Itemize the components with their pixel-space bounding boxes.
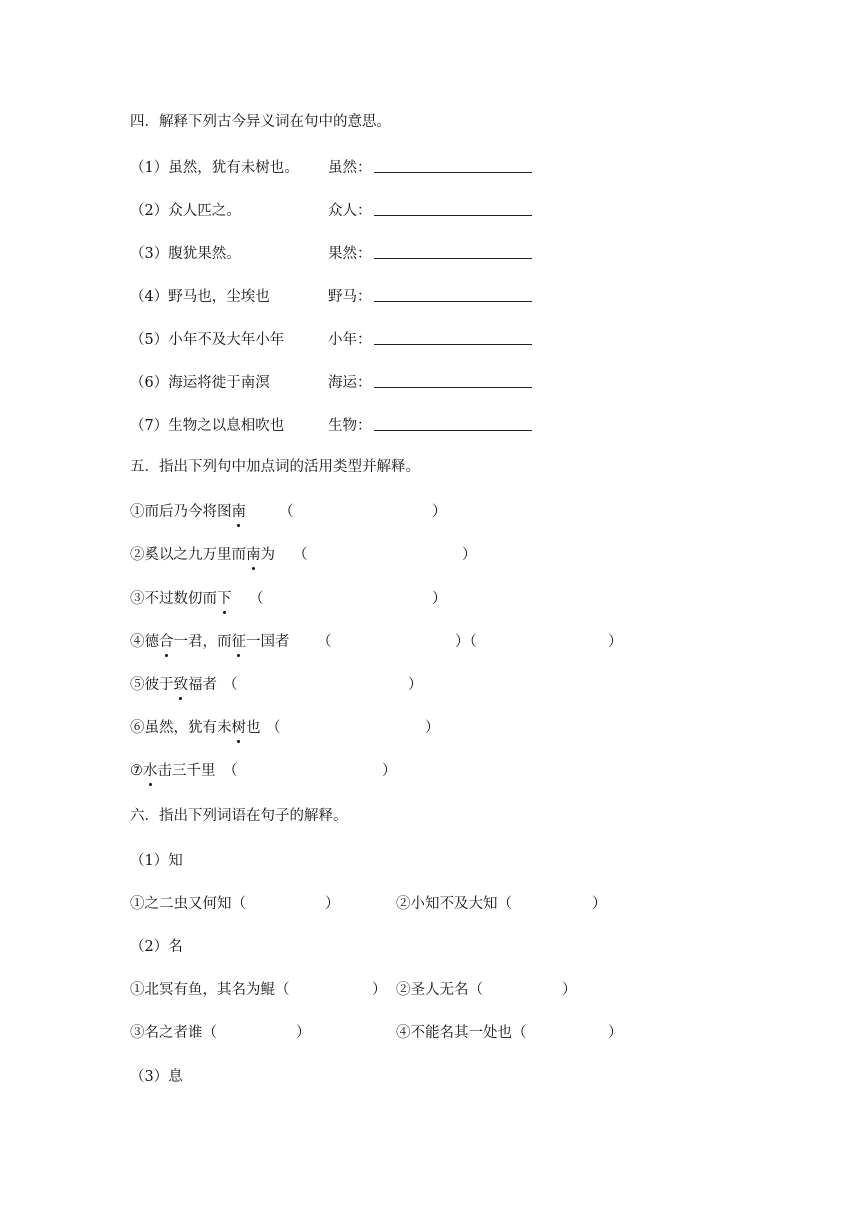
s5-item-4-open-paren: （ (317, 634, 332, 650)
s5-item-4-dotted-word-1: 合 (159, 630, 174, 651)
s4-answer-line-6[interactable] (374, 387, 532, 388)
s5-item-1-close-paren[interactable]: ） (432, 504, 447, 520)
s5-item-4-close-paren[interactable]: ） (608, 634, 623, 650)
s4-answer-line-5[interactable] (374, 344, 532, 345)
s6-group-2-item-1-close[interactable]: ） (372, 982, 387, 998)
s6-group-1-item-2: ②小知不及大知（ (396, 896, 512, 912)
s4-sentence-1: （1）虽然，犹有未树也。 (130, 160, 299, 176)
s4-term-5: 小年： (328, 332, 372, 348)
s5-item-3-close-paren[interactable]: ） (432, 591, 447, 607)
s6-group-1-item-1: ①之二虫又何知（ (130, 896, 246, 912)
s4-answer-line-4[interactable] (374, 301, 532, 302)
s5-item-5-post: 福者 (188, 677, 217, 693)
s5-item-2-open-paren: （ (293, 547, 308, 563)
s4-sentence-6: （6）海运将徙于南溟 (130, 375, 270, 391)
s5-item-7-dotted-word: 水 (143, 759, 158, 780)
s5-item-2-post: 为 (260, 547, 275, 563)
s4-term-3: 果然： (328, 246, 372, 262)
s4-sentence-4: （4）野马也，尘埃也 (130, 289, 270, 305)
s5-item-3 (130, 587, 232, 608)
s4-sentence-7: （7）生物之以息相吹也 (130, 418, 285, 434)
s5-item-5-close-paren[interactable]: ） (408, 677, 423, 693)
s5-item-4-middle-parens[interactable]: ）（ (455, 634, 477, 650)
s4-term-7: 生物： (328, 418, 372, 434)
s5-item-6-open-paren: （ (266, 720, 281, 736)
s5-item-4-mid: 一君，而 (173, 634, 232, 650)
s5-item-1-dotted-word: 南 (232, 500, 247, 521)
section5-title: 五．指出下列句中加点词的活用类型并解释。 (130, 459, 420, 475)
s5-item-6-close-paren[interactable]: ） (425, 720, 440, 736)
s4-answer-line-1[interactable] (374, 172, 532, 173)
s4-term-1: 虽然： (328, 160, 372, 176)
s5-item-6-dotted-word: 树 (232, 716, 247, 737)
s5-item-6-pre: ⑥虽然，犹有未 (130, 720, 232, 736)
s4-answer-line-3[interactable] (374, 258, 532, 259)
section6-title: 六．指出下列词语在句子的解释。 (130, 808, 348, 824)
s6-group-2-item-3: ③名之者谁（ (130, 1025, 217, 1041)
s5-item-2 (130, 543, 275, 564)
s5-item-1 (130, 500, 246, 521)
s5-item-6 (130, 716, 261, 737)
s5-item-2-close-paren[interactable]: ） (462, 547, 477, 563)
s5-item-5-open-paren: （ (223, 677, 238, 693)
s5-item-4-post: 一国者 (246, 634, 290, 650)
s6-group-3-label: （3）息 (130, 1069, 183, 1085)
s5-item-5-pre: ⑤彼于 (130, 677, 174, 693)
s6-group-2-item-2: ②圣人无名（ (396, 982, 483, 998)
s6-group-1-item-2-close[interactable]: ） (592, 896, 607, 912)
s6-group-1-item-1-close[interactable]: ） (325, 896, 340, 912)
s4-term-2: 众人： (328, 203, 372, 219)
s5-item-5 (130, 673, 217, 694)
s5-item-6-post: 也 (246, 720, 261, 736)
s4-answer-line-2[interactable] (374, 215, 532, 216)
section4-title: 四．解释下列古今异义词在句中的意思。 (130, 114, 391, 130)
s5-item-7-post: 击三千里 (157, 763, 216, 779)
s5-item-2-pre: ②奚以之九万里而 (130, 547, 246, 563)
s5-item-3-pre: ③不过数仞而 (130, 591, 217, 607)
s4-answer-line-7[interactable] (374, 430, 532, 431)
s5-item-5-dotted-word: 致 (174, 673, 189, 694)
s6-group-2-item-3-close[interactable]: ） (296, 1025, 311, 1041)
s6-group-2-item-4: ④不能名其一处也（ (396, 1025, 527, 1041)
s5-item-7-open-paren: （ (223, 763, 238, 779)
s5-item-4-dotted-word-2: 征 (232, 630, 247, 651)
s5-item-7-close-paren[interactable]: ） (382, 763, 397, 779)
s5-item-1-open-paren: （ (279, 504, 294, 520)
s5-item-4 (130, 630, 290, 651)
s6-group-2-item-1: ①北冥有鱼，其名为鲲（ (130, 982, 290, 998)
s6-group-2-item-4-close[interactable]: ） (608, 1025, 623, 1041)
s5-item-7-pre: ⑦ (130, 763, 143, 779)
s5-item-3-dotted-word: 下 (217, 587, 232, 608)
s4-term-6: 海运： (328, 375, 372, 391)
s5-item-4-pre: ④德 (130, 634, 159, 650)
s6-group-2-label: （2）名 (130, 939, 183, 955)
s5-item-2-dotted-word: 南 (246, 543, 261, 564)
s4-sentence-3: （3）腹犹果然。 (130, 246, 241, 262)
s6-group-2-item-2-close[interactable]: ） (562, 982, 577, 998)
s6-group-1-label: （1）知 (130, 853, 183, 869)
s5-item-1-pre: ①而后乃今将图 (130, 504, 232, 520)
s5-item-3-open-paren: （ (249, 591, 264, 607)
s4-sentence-5: （5）小年不及大年小年 (130, 332, 285, 348)
s4-term-4: 野马： (328, 289, 372, 305)
s4-sentence-2: （2）众人匹之。 (130, 203, 241, 219)
s5-item-7 (130, 759, 216, 780)
